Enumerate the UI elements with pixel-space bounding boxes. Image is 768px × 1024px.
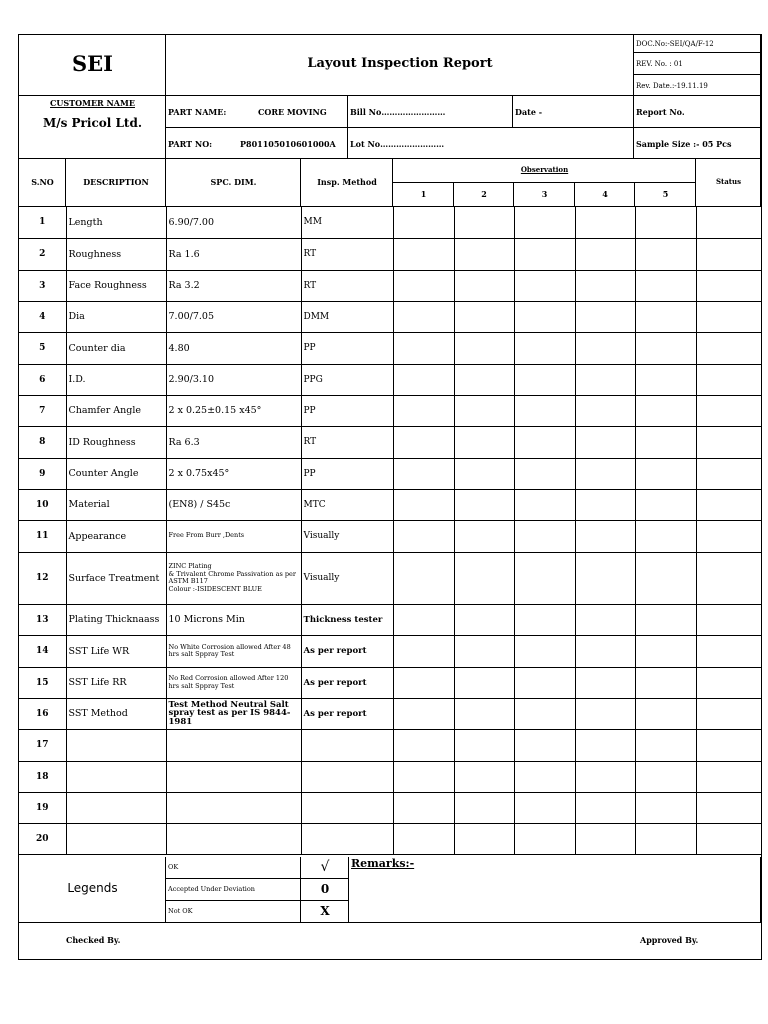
- row-insp-method: Visually: [301, 520, 393, 552]
- title-cell: [166, 35, 634, 96]
- part-name-label: PART NAME:: [168, 107, 227, 117]
- table-row: [19, 792, 761, 823]
- row-status: [696, 395, 761, 426]
- obs-header-2: [454, 183, 514, 207]
- status-header-label: Status: [715, 177, 742, 186]
- row-observation-2: [454, 823, 514, 854]
- table-row: [19, 604, 761, 635]
- row-spec: Ra 6.3: [166, 426, 301, 458]
- checkmark-icon: √: [320, 859, 330, 875]
- row-status: [696, 520, 761, 552]
- row-description: I.D.: [66, 364, 166, 395]
- row-sno: 9: [19, 458, 66, 489]
- row-status: [696, 698, 761, 729]
- legend-not-ok-symbol: [301, 901, 349, 923]
- row-observation-1: [393, 332, 454, 364]
- description-header-label: DESCRIPTION: [83, 177, 149, 187]
- bill-no-cell: [348, 96, 513, 128]
- row-observation-3: [514, 301, 575, 332]
- row-insp-method: RT: [301, 426, 393, 458]
- row-observation-5: [635, 364, 696, 395]
- part-name-cell: [166, 96, 348, 128]
- row-observation-1: [393, 552, 454, 604]
- row-spec: 2 x 0.25±0.15 x45°: [166, 395, 301, 426]
- row-spec: 10 Microns Min: [166, 604, 301, 635]
- row-observation-2: [454, 426, 514, 458]
- row-status: [696, 301, 761, 332]
- row-status: [696, 332, 761, 364]
- sample-size-cell: [634, 128, 761, 159]
- table-row: [19, 698, 761, 729]
- table-row: [19, 207, 761, 238]
- row-status: [696, 761, 761, 792]
- sno-header-label: S.NO: [31, 177, 54, 187]
- legend-deviation-text: [166, 879, 301, 901]
- row-observation-3: [514, 238, 575, 270]
- table-row: [19, 270, 761, 301]
- remarks-label: Remarks:-: [351, 857, 415, 870]
- row-observation-1: [393, 207, 454, 238]
- row-sno: 10: [19, 489, 66, 520]
- row-observation-4: [575, 458, 635, 489]
- legend-ok-text: [166, 857, 301, 879]
- customer-name: M/s Pricol Ltd.: [42, 116, 143, 130]
- row-spec: 6.90/7.00: [166, 207, 301, 238]
- obs-header-1: [393, 183, 454, 207]
- status-header: [696, 159, 761, 207]
- row-observation-5: [635, 604, 696, 635]
- row-insp-method: MM: [301, 207, 393, 238]
- table-row: [19, 426, 761, 458]
- row-description: Counter dia: [66, 332, 166, 364]
- row-observation-3: [514, 792, 575, 823]
- row-observation-1: [393, 395, 454, 426]
- row-observation-4: [575, 729, 635, 761]
- row-insp-method: DMM: [301, 301, 393, 332]
- row-observation-2: [454, 270, 514, 301]
- row-sno: 8: [19, 426, 66, 458]
- row-status: [696, 823, 761, 854]
- row-observation-1: [393, 426, 454, 458]
- legends-cell: [19, 857, 166, 923]
- table-row: [19, 552, 761, 604]
- row-observation-3: [514, 520, 575, 552]
- row-spec: Ra 3.2: [166, 270, 301, 301]
- row-sno: 19: [19, 792, 66, 823]
- part-name-value: CORE MOVING: [258, 107, 327, 117]
- doc-no-cell: [634, 35, 761, 53]
- row-insp-method: MTC: [301, 489, 393, 520]
- row-sno: 1: [19, 207, 66, 238]
- row-insp-method: [301, 761, 393, 792]
- row-observation-1: [393, 761, 454, 792]
- row-spec: 7.00/7.05: [166, 301, 301, 332]
- row-observation-5: [635, 552, 696, 604]
- report-title: Layout Inspection Report: [307, 56, 493, 71]
- row-observation-3: [514, 698, 575, 729]
- row-description: Plating Thicknaass: [66, 604, 166, 635]
- table-row: [19, 332, 761, 364]
- row-sno: 3: [19, 270, 66, 301]
- row-spec: 2 x 0.75x45°: [166, 458, 301, 489]
- row-observation-4: [575, 301, 635, 332]
- row-observation-4: [575, 823, 635, 854]
- row-observation-2: [454, 207, 514, 238]
- table-row: [19, 458, 761, 489]
- observation-header: [393, 159, 696, 183]
- row-sno: 2: [19, 238, 66, 270]
- row-observation-4: [575, 667, 635, 698]
- part-no-value: P801105010601000A: [240, 139, 336, 149]
- row-observation-3: [514, 207, 575, 238]
- row-sno: 18: [19, 761, 66, 792]
- row-sno: 11: [19, 520, 66, 552]
- row-observation-2: [454, 458, 514, 489]
- row-observation-3: [514, 761, 575, 792]
- row-status: [696, 552, 761, 604]
- legend-deviation-symbol: [301, 879, 349, 901]
- inspection-table: [19, 207, 762, 855]
- legend-ok-label: OK: [168, 863, 179, 871]
- row-spec: [166, 823, 301, 854]
- row-spec: Test Method Neutral Salt spray test as per IS 9844-1981: [166, 698, 301, 729]
- row-observation-2: [454, 792, 514, 823]
- row-insp-method: [301, 823, 393, 854]
- row-sno: 4: [19, 301, 66, 332]
- row-sno: 7: [19, 395, 66, 426]
- row-observation-4: [575, 426, 635, 458]
- row-observation-5: [635, 458, 696, 489]
- row-observation-4: [575, 635, 635, 667]
- row-status: [696, 792, 761, 823]
- row-spec: [166, 729, 301, 761]
- row-insp-method: RT: [301, 270, 393, 301]
- row-insp-method: Thickness tester: [301, 604, 393, 635]
- row-observation-1: [393, 238, 454, 270]
- row-insp-method: Visually: [301, 552, 393, 604]
- row-status: [696, 426, 761, 458]
- table-row: [19, 364, 761, 395]
- row-observation-3: [514, 823, 575, 854]
- zero-icon: 0: [320, 882, 330, 896]
- table-row: [19, 823, 761, 854]
- row-description: Length: [66, 207, 166, 238]
- row-observation-5: [635, 301, 696, 332]
- row-description: Appearance: [66, 520, 166, 552]
- row-observation-1: [393, 604, 454, 635]
- row-observation-2: [454, 761, 514, 792]
- row-observation-2: [454, 395, 514, 426]
- rev-no: REV. No. : 01: [636, 60, 683, 68]
- rev-no-cell: [634, 53, 761, 75]
- row-observation-2: [454, 552, 514, 604]
- row-observation-1: [393, 458, 454, 489]
- row-description: [66, 792, 166, 823]
- row-observation-4: [575, 520, 635, 552]
- row-insp-method: As per report: [301, 667, 393, 698]
- obs-header-3-label: 3: [541, 189, 548, 199]
- row-spec: [166, 792, 301, 823]
- row-description: Face Roughness: [66, 270, 166, 301]
- row-insp-method: As per report: [301, 698, 393, 729]
- row-insp-method: PP: [301, 458, 393, 489]
- row-spec: No Red Corrosion allowed After 120 hrs salt Sppray Test: [166, 667, 301, 698]
- row-observation-1: [393, 729, 454, 761]
- obs-header-4: [575, 183, 635, 207]
- customer-label: CUSTOMER NAME: [50, 98, 135, 108]
- row-sno: 13: [19, 604, 66, 635]
- row-description: SST Method: [66, 698, 166, 729]
- row-observation-4: [575, 698, 635, 729]
- row-observation-3: [514, 332, 575, 364]
- legend-not-ok-text: [166, 901, 301, 923]
- row-observation-2: [454, 698, 514, 729]
- row-observation-5: [635, 761, 696, 792]
- row-description: Chamfer Angle: [66, 395, 166, 426]
- row-status: [696, 364, 761, 395]
- table-row: [19, 301, 761, 332]
- rev-date: Rev. Date.:-19.11.19: [636, 82, 708, 90]
- table-row: [19, 635, 761, 667]
- row-observation-4: [575, 792, 635, 823]
- row-observation-4: [575, 552, 635, 604]
- row-description: [66, 823, 166, 854]
- row-spec: 2.90/3.10: [166, 364, 301, 395]
- date-cell: [513, 96, 634, 128]
- method-header: [301, 159, 393, 207]
- bill-no: Bill No……………………: [350, 107, 446, 117]
- approved-by: Approved By.: [640, 935, 699, 945]
- row-observation-5: [635, 270, 696, 301]
- table-row: [19, 395, 761, 426]
- row-spec: Free From Burr ,Dents: [166, 520, 301, 552]
- table-row: [19, 761, 761, 792]
- customer-cell: [19, 96, 166, 159]
- obs-header-3: [514, 183, 575, 207]
- cross-icon: X: [320, 904, 330, 918]
- row-sno: 17: [19, 729, 66, 761]
- table-row: [19, 729, 761, 761]
- row-insp-method: PPG: [301, 364, 393, 395]
- table-row: [19, 667, 761, 698]
- row-observation-4: [575, 489, 635, 520]
- row-insp-method: [301, 792, 393, 823]
- row-observation-1: [393, 489, 454, 520]
- row-observation-4: [575, 761, 635, 792]
- row-observation-1: [393, 520, 454, 552]
- row-observation-5: [635, 207, 696, 238]
- legend-not-ok-label: Not OK: [168, 907, 193, 915]
- row-spec: No White Corrosion allowed After 48 hrs salt Sppray Test: [166, 635, 301, 667]
- row-spec: Ra 1.6: [166, 238, 301, 270]
- row-sno: 14: [19, 635, 66, 667]
- row-observation-5: [635, 395, 696, 426]
- row-spec: [166, 761, 301, 792]
- row-observation-5: [635, 792, 696, 823]
- row-observation-1: [393, 792, 454, 823]
- row-observation-3: [514, 667, 575, 698]
- row-status: [696, 729, 761, 761]
- row-status: [696, 667, 761, 698]
- row-sno: 5: [19, 332, 66, 364]
- part-no-label: PART NO:: [168, 139, 213, 149]
- row-status: [696, 207, 761, 238]
- row-insp-method: PP: [301, 395, 393, 426]
- row-description: Surface Treatment: [66, 552, 166, 604]
- row-sno: 20: [19, 823, 66, 854]
- row-observation-5: [635, 698, 696, 729]
- row-observation-4: [575, 207, 635, 238]
- row-observation-3: [514, 604, 575, 635]
- obs-header-4-label: 4: [602, 189, 608, 199]
- row-insp-method: RT: [301, 238, 393, 270]
- row-spec: ZINC Plating & Trivalent Chrome Passivation as per ASTM B117 Colour :-ISIDESCENT BLUE: [166, 552, 301, 604]
- row-observation-2: [454, 489, 514, 520]
- table-row: [19, 520, 761, 552]
- row-status: [696, 604, 761, 635]
- doc-no: DOC.No:-SEI/QA/F-12: [636, 40, 714, 48]
- row-observation-1: [393, 823, 454, 854]
- row-observation-4: [575, 395, 635, 426]
- row-description: Roughness: [66, 238, 166, 270]
- legends-label: Legends: [67, 881, 118, 895]
- row-status: [696, 458, 761, 489]
- row-observation-4: [575, 238, 635, 270]
- row-observation-3: [514, 552, 575, 604]
- row-status: [696, 238, 761, 270]
- part-no-cell: [166, 128, 348, 159]
- row-sno: 16: [19, 698, 66, 729]
- row-observation-2: [454, 238, 514, 270]
- row-insp-method: [301, 729, 393, 761]
- table-row: [19, 489, 761, 520]
- row-sno: 6: [19, 364, 66, 395]
- row-observation-3: [514, 635, 575, 667]
- row-observation-3: [514, 395, 575, 426]
- row-observation-5: [635, 489, 696, 520]
- row-observation-2: [454, 332, 514, 364]
- row-observation-1: [393, 635, 454, 667]
- row-observation-2: [454, 667, 514, 698]
- row-spec: (EN8) / S45c: [166, 489, 301, 520]
- spc-header-label: SPC. DIM.: [210, 177, 257, 187]
- row-insp-method: PP: [301, 332, 393, 364]
- row-description: [66, 761, 166, 792]
- row-description: Counter Angle: [66, 458, 166, 489]
- obs-header-1-label: 1: [420, 189, 427, 199]
- method-header-label: Insp. Method: [317, 177, 377, 187]
- description-header: [66, 159, 166, 207]
- remarks-cell: [349, 857, 761, 923]
- row-observation-5: [635, 520, 696, 552]
- row-insp-method: As per report: [301, 635, 393, 667]
- rev-date-cell: [634, 75, 761, 96]
- row-description: Material: [66, 489, 166, 520]
- lot-no: Lot No……………………: [350, 139, 445, 149]
- observation-header-label: Observation: [520, 165, 569, 174]
- company-name: SEI: [72, 51, 113, 76]
- row-observation-5: [635, 635, 696, 667]
- row-observation-1: [393, 698, 454, 729]
- date-label: Date -: [515, 107, 543, 117]
- row-status: [696, 635, 761, 667]
- row-observation-4: [575, 332, 635, 364]
- row-observation-1: [393, 667, 454, 698]
- row-observation-3: [514, 729, 575, 761]
- row-sno: 12: [19, 552, 66, 604]
- checked-by: Checked By.: [66, 935, 121, 945]
- row-sno: 15: [19, 667, 66, 698]
- row-observation-4: [575, 364, 635, 395]
- lot-no-cell: [348, 128, 634, 159]
- row-observation-1: [393, 364, 454, 395]
- row-observation-2: [454, 301, 514, 332]
- legend-ok-symbol: [301, 857, 349, 879]
- sample-size: Sample Size :- 05 Pcs: [636, 139, 732, 149]
- legend-deviation-label: Accepted Under Deviation: [168, 885, 255, 893]
- obs-header-5: [635, 183, 696, 207]
- row-observation-2: [454, 520, 514, 552]
- spc-header: [166, 159, 301, 207]
- row-observation-5: [635, 667, 696, 698]
- row-observation-3: [514, 364, 575, 395]
- row-observation-3: [514, 426, 575, 458]
- row-observation-4: [575, 270, 635, 301]
- row-observation-5: [635, 729, 696, 761]
- row-observation-1: [393, 301, 454, 332]
- row-observation-1: [393, 270, 454, 301]
- row-description: SST Life WR: [66, 635, 166, 667]
- row-observation-2: [454, 364, 514, 395]
- row-spec: 4.80: [166, 332, 301, 364]
- row-description: SST Life RR: [66, 667, 166, 698]
- obs-header-5-label: 5: [662, 189, 669, 199]
- table-row: [19, 238, 761, 270]
- row-description: Dia: [66, 301, 166, 332]
- row-status: [696, 489, 761, 520]
- row-observation-2: [454, 729, 514, 761]
- company-cell: [19, 35, 166, 96]
- row-observation-5: [635, 332, 696, 364]
- row-observation-3: [514, 458, 575, 489]
- row-observation-5: [635, 238, 696, 270]
- sno-header: [19, 159, 66, 207]
- row-observation-5: [635, 426, 696, 458]
- row-observation-3: [514, 270, 575, 301]
- inspection-report-sheet: [18, 34, 762, 960]
- row-observation-4: [575, 604, 635, 635]
- row-description: ID Roughness: [66, 426, 166, 458]
- row-observation-5: [635, 823, 696, 854]
- row-observation-2: [454, 604, 514, 635]
- row-observation-3: [514, 489, 575, 520]
- row-observation-2: [454, 635, 514, 667]
- obs-header-2-label: 2: [481, 189, 487, 199]
- report-no-cell: [634, 96, 761, 128]
- row-status: [696, 270, 761, 301]
- row-description: [66, 729, 166, 761]
- report-no: Report No.: [636, 107, 685, 117]
